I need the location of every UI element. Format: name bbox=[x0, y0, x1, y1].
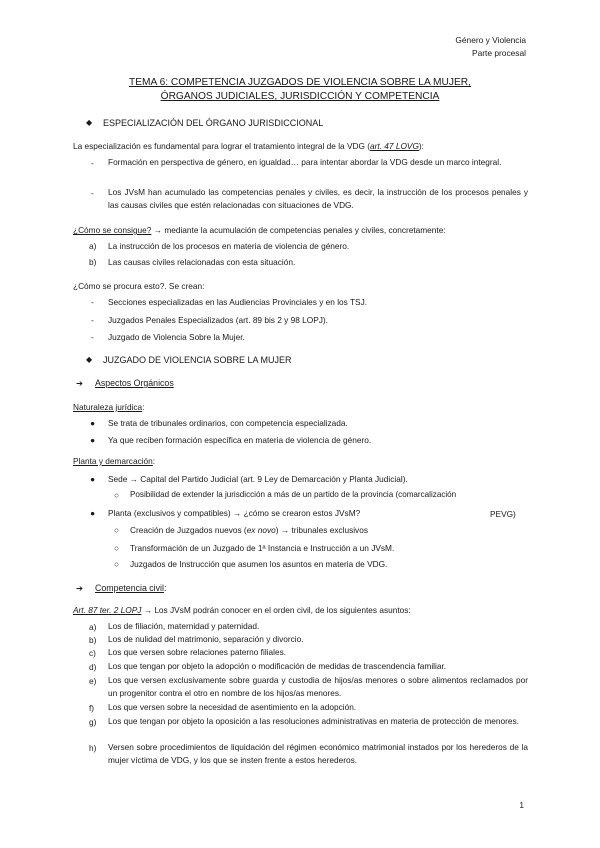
list-item: Los de filiación, maternidad y paternidad. bbox=[108, 621, 260, 631]
list-item-causas-civiles: Las causas civiles relacionadas con esta situación. bbox=[108, 257, 296, 267]
law-reference-link: Art. 87 ter. 2 LOPJ bbox=[73, 605, 142, 615]
diamond-bullet-icon: ◆ bbox=[86, 355, 93, 364]
list-item: Los que versen exclusivamente sobre guarda y custodia de hijos/as menores o sobre alimentos reclamados por un progenitor contra el otro en nombre de los hijos/as menores. bbox=[108, 675, 528, 698]
article-87-ter-intro: Art. 87 ter. 2 LOPJ → Los JVsM podrán conocer en el orden civil, de los siguientes asuntos: bbox=[73, 605, 411, 615]
list-item: Los que tengan por objeto la adopción o modificación de medidas de trascendencia familiar. bbox=[108, 661, 447, 671]
list-item-instruccion: La instrucción de los procesos en materia de violencia de género. bbox=[108, 241, 350, 251]
list-item: Los que versen sobre la necesidad de asentimiento en la adopción. bbox=[108, 702, 357, 712]
header-subject: Género y Violencia bbox=[455, 35, 526, 45]
planta-item-sede: Sede → Capital del Partido Judicial (art. 9 Ley de Demarcación y Planta Judicial). bbox=[108, 474, 408, 484]
page-number: 1 bbox=[519, 800, 524, 810]
naturaleza-item-tribunales: Se trata de tribunales ordinarios, con competencia especializada. bbox=[108, 418, 348, 428]
section-heading-jvsm: JUZGADO DE VIOLENCIA SOBRE LA MUJER bbox=[103, 355, 292, 365]
list-item: Los que versen sobre relaciones paterno filiales. bbox=[108, 647, 287, 657]
running-header bbox=[455, 34, 526, 60]
question-como-se-consigue: ¿Cómo se consigue? → mediante la acumulación de competencias penales y civiles, concretamente: bbox=[73, 225, 446, 235]
planta-subitem-instruccion: Juzgados de Instrucción que asumen los asuntos en materia de VDG. bbox=[130, 559, 388, 569]
list-label: a) bbox=[89, 622, 97, 632]
list-label: g) bbox=[89, 717, 97, 727]
arrow-bullet-icon: ➔ bbox=[76, 583, 83, 593]
page-title-line2: ÓRGANOS JUDICIALES, JURISDICCIÓN Y COMPETENCIA bbox=[160, 91, 440, 102]
label-planta-demarcacion: Planta y demarcación: bbox=[73, 456, 156, 466]
list-item: Los de nulidad del matrimonio, separación y divorcio. bbox=[108, 634, 304, 644]
list-label: e) bbox=[89, 676, 97, 686]
law-reference-link: art. 47 LOVG bbox=[370, 141, 419, 151]
list-label: b) bbox=[89, 257, 97, 267]
arrow-bullet-icon: ➔ bbox=[76, 378, 83, 388]
label-naturaleza-juridica: Naturaleza jurídica: bbox=[73, 402, 145, 412]
list-label: c) bbox=[89, 648, 96, 658]
bullet-icon: ● bbox=[90, 474, 96, 484]
bullet-icon: ● bbox=[90, 418, 96, 428]
circle-bullet-icon: ○ bbox=[114, 525, 120, 535]
list-label: f) bbox=[89, 703, 95, 713]
dash-bullet-icon: - bbox=[91, 315, 94, 325]
question-como-se-procura: ¿Cómo se procura esto?. Se crean: bbox=[73, 281, 205, 291]
planta-item-exclusivos: Planta (exclusivos y compatibles) → ¿cómo se crearon estos JVsM? bbox=[108, 508, 361, 518]
naturaleza-item-formacion: Ya que reciben formación específica en materia de violencia de género. bbox=[108, 435, 372, 445]
dash-item-competencias: Los JVsM han acumulado las competencias penales y civiles, es decir, la instrucción de los procesos penales y las causas civiles que estén relacionadas con situaciones de VDG. bbox=[108, 187, 528, 210]
bullet-icon: ● bbox=[90, 508, 96, 518]
list-item: Versen sobre procedimientos de liquidación del régimen económico matrimonial instados por los herederos de la mujer víctima de VDG, y los que se insten frente a estos herederos. bbox=[108, 742, 528, 765]
planta-subitem-ex-novo: Creación de Juzgados nuevos (ex novo) → tribunales exclusivos bbox=[130, 525, 368, 535]
dash-bullet-icon: - bbox=[91, 188, 94, 198]
circle-bullet-icon: ○ bbox=[114, 559, 120, 569]
section-heading-especializacion: ESPECIALIZACIÓN DEL ÓRGANO JURISDICCIONAL bbox=[103, 118, 324, 128]
created-item-jvsm: Juzgado de Violencia Sobre la Mujer. bbox=[108, 332, 245, 342]
dash-bullet-icon: - bbox=[91, 158, 94, 168]
list-label: a) bbox=[89, 241, 97, 251]
dash-item-formacion: Formación en perspectiva de género, en igualdad… para intentar abordar la VDG desde un marco integral. bbox=[108, 157, 502, 167]
subheading-aspectos-organicos: Aspectos Orgánicos bbox=[95, 378, 174, 388]
intro-paragraph: La especialización es fundamental para lograr el tratamiento integral de la VDG (art. 47 LOVG): bbox=[73, 141, 424, 151]
diamond-bullet-icon: ◆ bbox=[86, 118, 93, 127]
subheading-competencia-civil: Competencia civil: bbox=[95, 583, 167, 593]
created-item-juzgados-penales: Juzgados Penales Especializados (art. 89 bis 2 y 98 LOPJ). bbox=[108, 315, 328, 325]
bullet-icon: ● bbox=[90, 435, 96, 445]
list-label: b) bbox=[89, 635, 97, 645]
sede-subitem-comarcalizacion: Posibilidad de extender la jurisdicción a más de un partido de la provincia (comarcalización bbox=[130, 490, 457, 499]
circle-bullet-icon: ○ bbox=[114, 543, 120, 553]
dash-bullet-icon: - bbox=[91, 332, 94, 342]
planta-item-pevg: PEVG) bbox=[490, 509, 516, 519]
list-item: Los que tengan por objeto la oposición a las resoluciones administrativas en materia de protección de menores. bbox=[108, 716, 519, 726]
header-section: Parte procesal bbox=[472, 48, 526, 58]
page-title-line1: TEMA 6: COMPETENCIA JUZGADOS DE VIOLENCIA SOBRE LA MUJER, bbox=[129, 77, 471, 88]
circle-bullet-icon: ○ bbox=[114, 490, 120, 500]
list-label: h) bbox=[89, 743, 97, 753]
created-item-secciones: Secciones especializadas en las Audiencias Provinciales y en los TSJ. bbox=[108, 297, 368, 307]
planta-subitem-transformacion: Transformación de un Juzgado de 1ª Instancia e Instrucción a un JVsM. bbox=[130, 543, 395, 553]
dash-bullet-icon: - bbox=[91, 297, 94, 307]
list-label: d) bbox=[89, 662, 97, 672]
